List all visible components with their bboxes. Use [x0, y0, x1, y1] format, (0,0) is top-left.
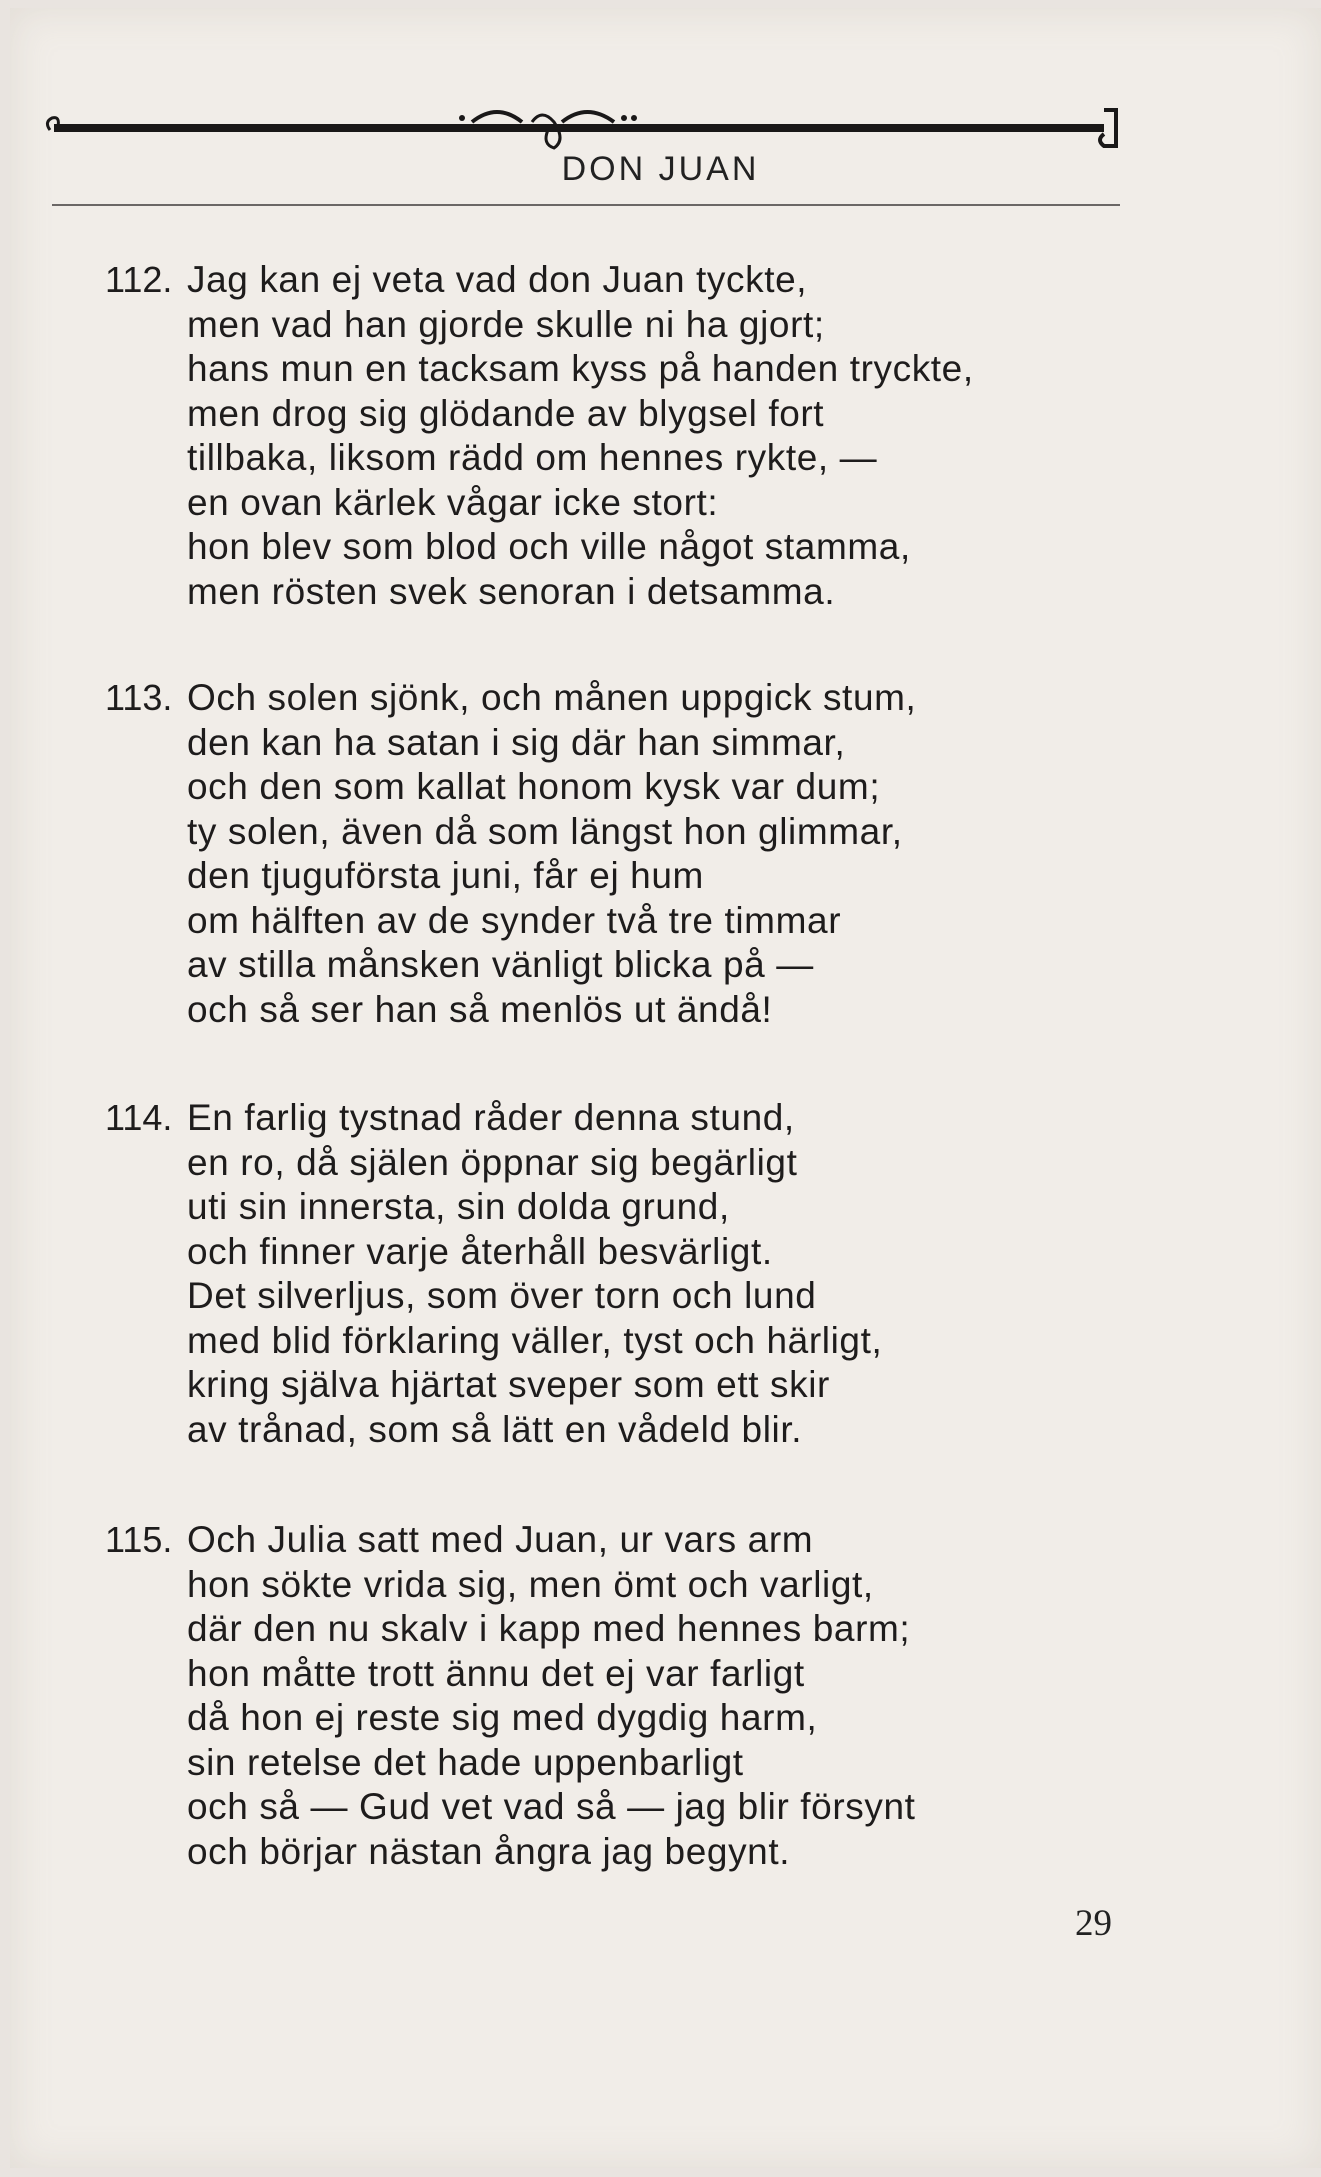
verse-line: Det silverljus, som över torn och lund: [187, 1275, 817, 1316]
verse-line: om hälften av de synder två tre timmar: [187, 899, 842, 941]
verse-line: ty solen, även då som längst hon glimmar,: [187, 810, 903, 852]
verse-line: hon måtte trott ännu det ej var farligt: [187, 1652, 805, 1694]
verse-line: hans mun en tacksam kyss på handen tryckte,: [187, 348, 974, 389]
verse-line: en ro, då själen öppnar sig begärligt: [187, 1141, 798, 1183]
verse-line: hon blev som blod och ville något stamma,: [187, 526, 911, 567]
verse-line: då hon ej reste sig med dygdig harm,: [187, 1697, 818, 1738]
running-head: DON JUAN: [561, 150, 760, 188]
verse-line: tillbaka, liksom rädd om hennes rykte, —: [187, 437, 878, 478]
verse-line: men rösten svek senoran i detsamma.: [187, 570, 836, 612]
verse-line: Och Julia satt med Juan, ur vars arm: [187, 1519, 814, 1560]
verse-line: och börjar nästan ångra jag begynt.: [187, 1830, 791, 1872]
page-number: 29: [1075, 1903, 1112, 1944]
verse-line: kring själva hjärtat sveper som ett skir: [187, 1364, 830, 1405]
verse-line: den tjuguförsta juni, får ej hum: [187, 855, 704, 896]
verse-line: och så — Gud vet vad så — jag blir försynt: [187, 1786, 916, 1827]
verse-line: sin retelse det hade uppenbarligt: [187, 1741, 744, 1783]
stanza-lines: [187, 258, 974, 614]
stanza-lines: [187, 676, 916, 1032]
verse-line: och så ser han så menlös ut ändå!: [187, 988, 773, 1030]
verse-line: den kan ha satan i sig där han simmar,: [187, 721, 846, 763]
stanza-number: 112.: [105, 259, 173, 300]
verse-line: av stilla månsken vänligt blicka på —: [187, 944, 814, 985]
verse-line: av trånad, som så lätt en vådeld blir.: [187, 1408, 803, 1450]
stanza-number: 114.: [105, 1097, 173, 1138]
verse-line: hon sökte vrida sig, men ömt och varligt,: [187, 1563, 874, 1605]
verse-line: Och solen sjönk, och månen uppgick stum,: [187, 677, 917, 718]
verse-line: Jag kan ej veta vad don Juan tyckte,: [187, 259, 808, 300]
verse-line: och finner varje återhåll besvärligt.: [187, 1230, 773, 1272]
stanza-lines: [187, 1096, 882, 1452]
verse-line: men drog sig glödande av blygsel fort: [187, 392, 825, 434]
verse-line: en ovan kärlek vågar icke stort:: [187, 481, 719, 523]
stanza-number: 113.: [105, 677, 173, 718]
verse-line: uti sin innersta, sin dolda grund,: [187, 1186, 730, 1227]
verse-line: och den som kallat honom kysk var dum;: [187, 766, 881, 807]
stanza-number: 115.: [105, 1519, 173, 1560]
verse-line: men vad han gjorde skulle ni ha gjort;: [187, 303, 825, 345]
verse-line: med blid förklaring väller, tyst och härligt,: [187, 1319, 883, 1361]
verse-line: där den nu skalv i kapp med hennes barm;: [187, 1608, 911, 1649]
verse-line: En farlig tystnad råder denna stund,: [187, 1097, 795, 1138]
header-rule: [52, 204, 1120, 206]
stanza-lines: [187, 1518, 916, 1874]
